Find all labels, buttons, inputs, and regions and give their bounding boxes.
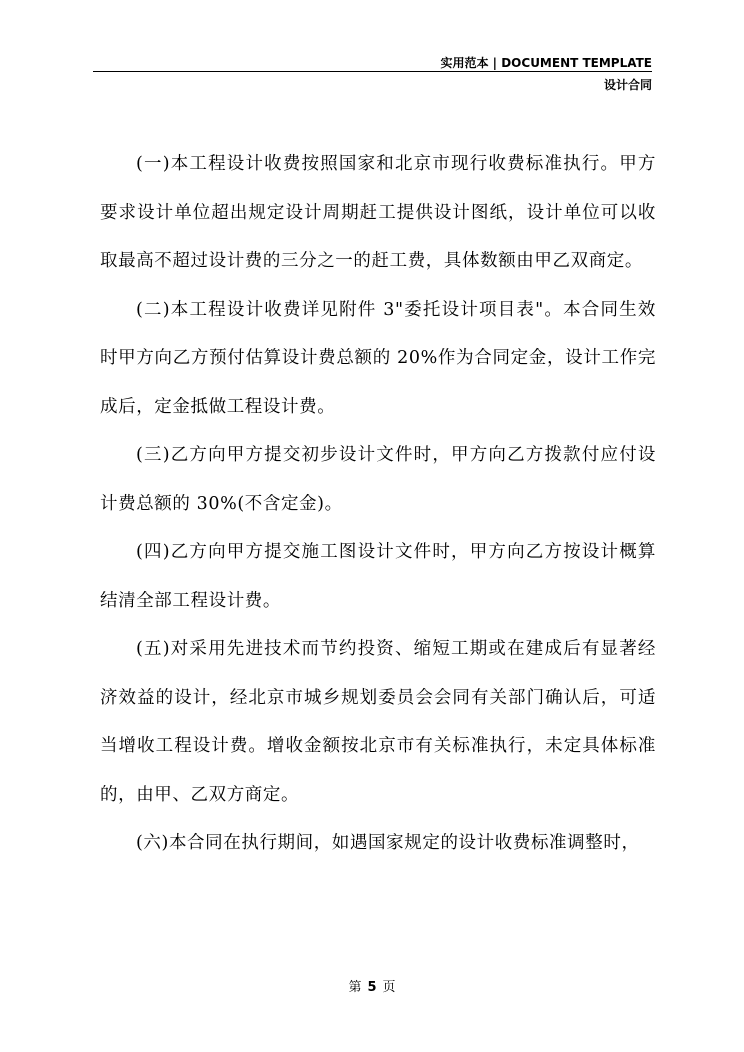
paragraph-2: (二)本工程设计收费详见附件 3"委托设计项目表"。本合同生效时甲方向乙方预付估算设计费总额的 20%作为合同定金，设计工作完成后，定金抵做工程设计费。 <box>100 299 656 417</box>
paragraph-1: (一)本工程设计收费按照国家和北京市现行收费标准执行。甲方要求设计单位超出规定设计周期赶工提供设计图纸，设计单位可以收取最高不超过设计费的三分之一的赶工费，具体数额由甲乙双商定。 <box>100 154 656 271</box>
paragraph-6: (六)本合同在执行期间，如遇国家规定的设计收费标准调整时， <box>136 833 640 853</box>
page-number: 5 <box>367 980 377 995</box>
paragraph-4: (四)乙方向甲方提交施工图设计文件时，甲方向乙方按设计概算结清全部工程设计费。 <box>100 542 656 611</box>
header-divider <box>93 71 652 72</box>
document-title: 设计合同 <box>603 78 652 92</box>
document-body <box>100 140 656 868</box>
paragraph-3: (三)乙方向甲方提交初步设计文件时，甲方向乙方拨款付应付设计费总额的 30%(不含定金)。 <box>100 445 656 514</box>
page-label-prefix: 第 <box>348 980 362 995</box>
page-footer <box>0 976 744 995</box>
header-brand: 实用范本 | DOCUMENT TEMPLATE <box>440 56 652 70</box>
page-label-suffix: 页 <box>382 980 396 995</box>
paragraph-5: (五)对采用先进技术而节约投资、缩短工期或在建成后有显著经济效益的设计，经北京市城乡规划委员会会同有关部门确认后，可适当增收工程设计费。增收金额按北京市有关标准执行，未定具体标准的，由甲、乙双方商定。 <box>100 639 656 805</box>
